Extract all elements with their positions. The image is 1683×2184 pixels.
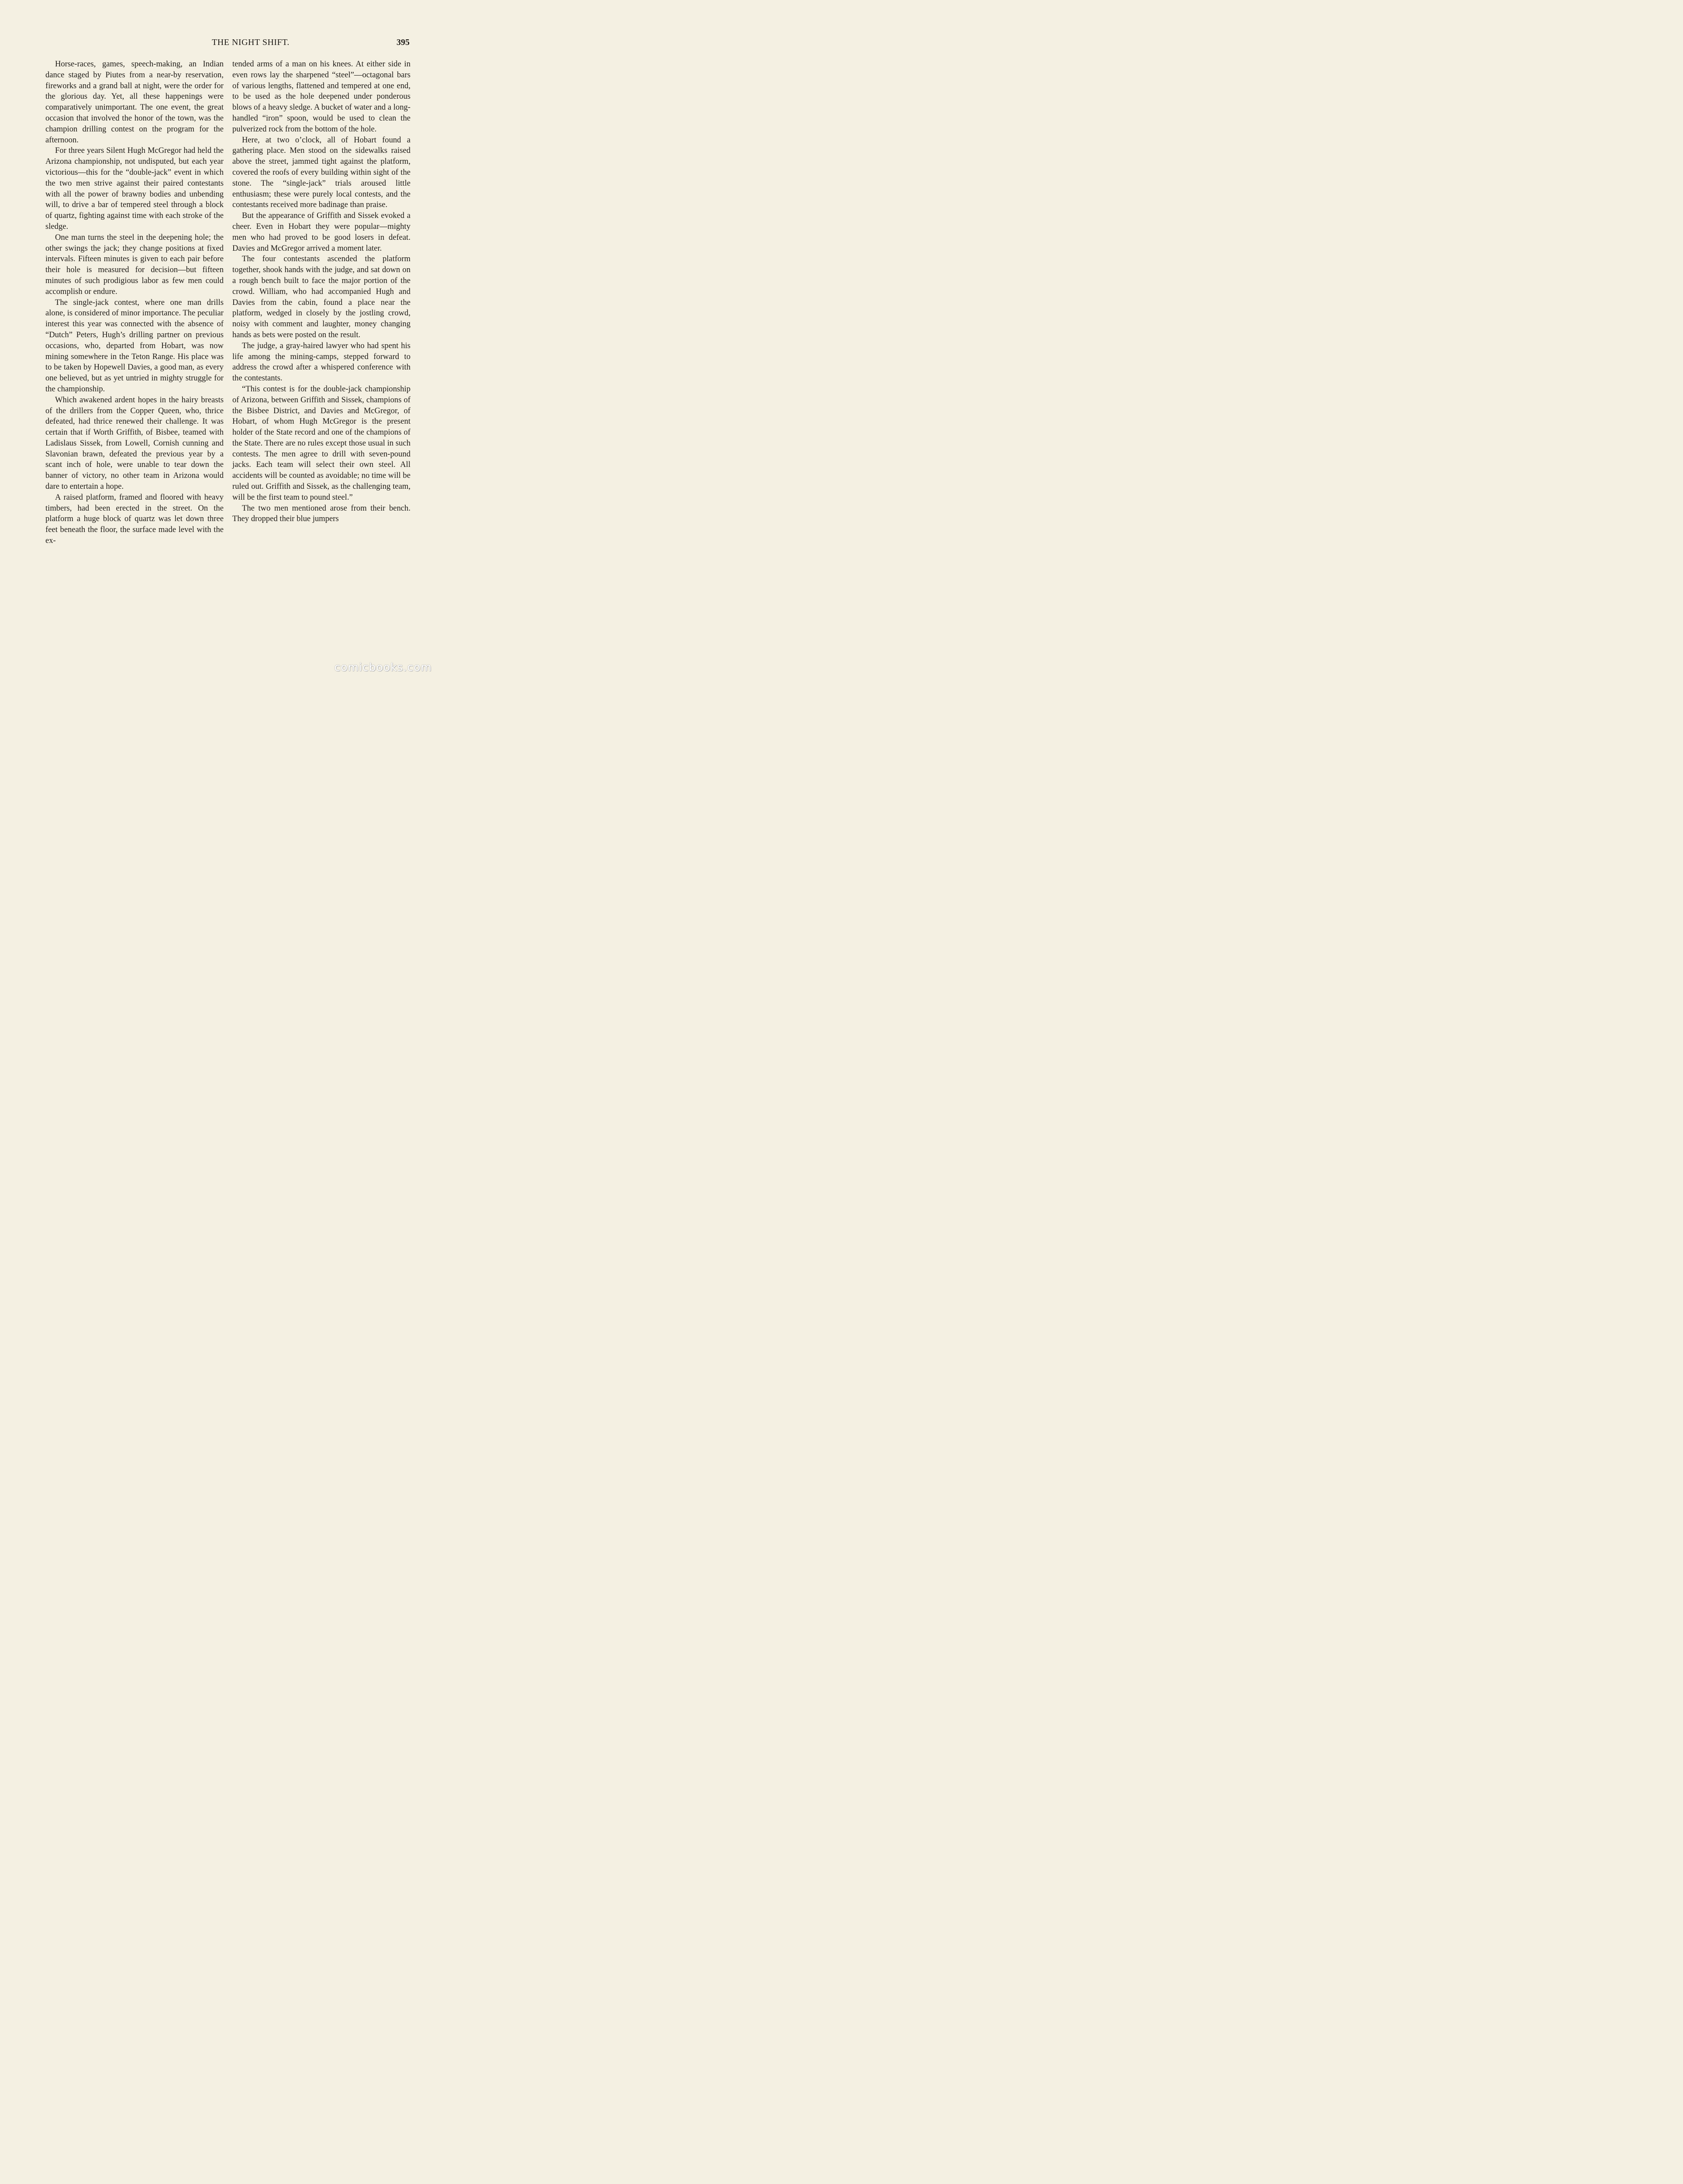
- right-column: [232, 59, 410, 525]
- paragraph: The single-jack contest, where one man drills alone, is considered of minor importance. The peculiar interest this year was connected with the absence of “Dutch” Peters, Hugh’s drilling partner on previous occasions, who, departed from Hobart, was now mining somewhere in the Teton Range. His place was to be taken by Hopewell Davies, a good man, as every one believed, but as yet untried in mighty struggle for the championship.: [45, 297, 224, 394]
- paragraph: “This contest is for the double-jack championship of Arizona, between Griffith and Sissek, champions of the Bisbee District, and Davies and McGregor, of Hobart, of whom Hugh McGregor is the present holder of the State record and one of the champions of the State. There are no rules except those usual in such contests. The men agree to drill with seven-pound jacks. Each team will select their own steel. All accidents will be counted as avoidable; no time will be ruled out. Griffith and Sissek, as the challenging team, will be the first team to pound steel.”: [232, 384, 410, 502]
- paragraph: The four contestants ascended the platform together, shook hands with the judge, and sat down on a rough bench built to face the major portion of the crowd. William, who had accompanied Hugh and Davies from the cabin, found a place near the platform, wedged in closely by the jostling crowd, noisy with comment and laughter, money changing hands as bets were posted on the result.: [232, 254, 410, 339]
- page-number: 395: [397, 38, 410, 47]
- running-title: THE NIGHT SHIFT.: [212, 38, 290, 47]
- paragraph: The two men mentioned arose from their bench. They dropped their blue jumpers: [232, 503, 410, 524]
- page-header: [45, 38, 410, 53]
- paragraph: A raised platform, framed and floored with heavy timbers, had been erected in the street. On the platform a huge block of quartz was let down three feet beneath the floor, the surface made level with the ex-: [45, 492, 224, 546]
- paragraph: Here, at two o’clock, all of Hobart found a gathering place. Men stood on the sidewalks raised above the street, jammed tight against the platform, covered the roofs of every building within sight of the stone. The “single-jack” trials aroused little enthusiasm; these were purely local contests, and the contestants received more badinage than praise.: [232, 135, 410, 210]
- paragraph: One man turns the steel in the deepening hole; the other swings the jack; they change positions at fixed intervals. Fifteen minutes is given to each pair before their hole is measured for decision—but fifteen minutes of such prodigious labor as few men could accomplish or endure.: [45, 232, 224, 296]
- paragraph: Horse-races, games, speech-making, an Indian dance staged by Piutes from a near-by reservation, fireworks and a grand ball at night, were the order for the glorious day. Yet, all these happenings were comparatively unimportant. The one event, the great occasion that involved the honor of the town, was the champion drilling contest on the program for the afternoon.: [45, 59, 224, 145]
- paragraph-continuation: tended arms of a man on his knees. At either side in even rows lay the sharpened “steel”—octagonal bars of various lengths, flattened and tempered at one end, to be used as the hole deepened under ponderous blows of a heavy sledge. A bucket of water and a long-handled “iron” spoon, would be used to clean the pulverized rock from the bottom of the hole.: [232, 59, 410, 134]
- watermark: comicbooks.com: [334, 661, 432, 674]
- paragraph: For three years Silent Hugh McGregor had held the Arizona championship, not undisputed, but each year victorious—this for the “double-jack” event in which the two men strive against their paired contestants with all the power of brawny bodies and unbending will, to drive a bar of tempered steel through a block of quartz, fighting against time with each stroke of the sledge.: [45, 146, 224, 231]
- paragraph: The judge, a gray-haired lawyer who had spent his life among the mining-camps, stepped forward to address the crowd after a whispered conference with the contestants.: [232, 341, 410, 383]
- left-column: [45, 59, 224, 546]
- paragraph: Which awakened ardent hopes in the hairy breasts of the drillers from the Copper Queen, who, thrice defeated, had thrice renewed their challenge. It was certain that if Worth Griffith, of Bisbee, teamed with Ladislaus Sissek, from Lowell, Cornish cunning and Slavonian brawn, defeated the previous year by a scant inch of hole, were unable to tear down the banner of victory, no other team in Arizona would dare to entertain a hope.: [45, 395, 224, 491]
- paragraph: But the appearance of Griffith and Sissek evoked a cheer. Even in Hobart they were popular—mighty men who had proved to be good losers in defeat. Davies and McGregor arrived a moment later.: [232, 211, 410, 253]
